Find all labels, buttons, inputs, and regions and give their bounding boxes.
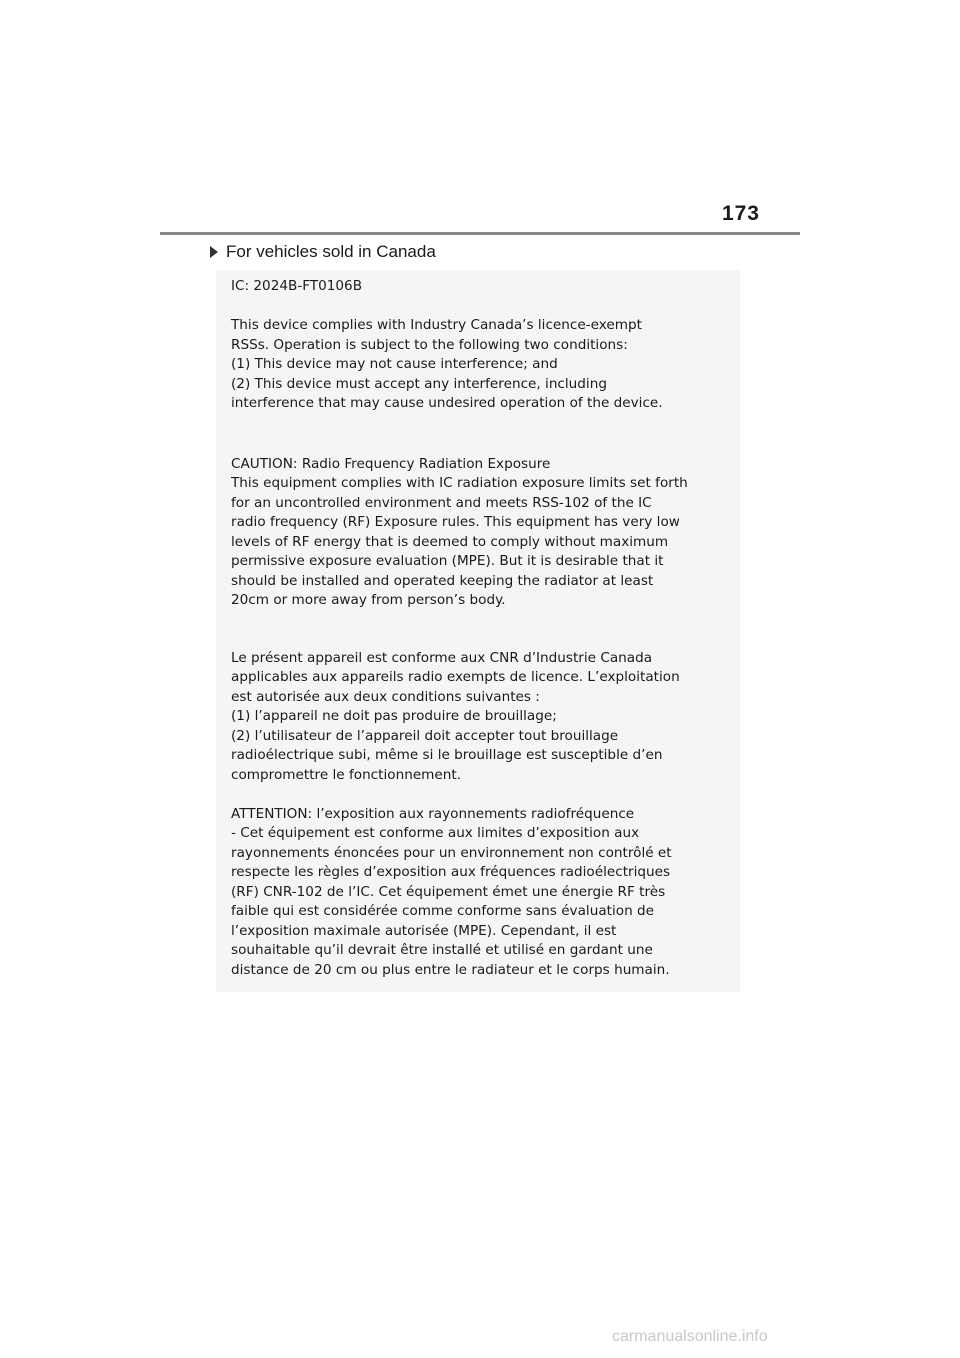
subheading-text: For vehicles sold in Canada xyxy=(226,242,436,261)
header-divider xyxy=(160,232,800,235)
french-rf-attention: ATTENTION: l’exposition aux rayonnements radiofréquence - Cet équipement est conforme aux limites d’exposition aux rayonnements énoncées pour un environnement non contrôlé et respecte les règles d’exposition aux fréquences radioélectriques (RF) CNR-102 de l’IC. Cet équipement émet une énergie RF très faible qui est considérée comme conforme sans évaluation de l’exposition maximale autorisée (MPE). Cependant, il est souhaitable qu’il devrait être installé et utilisé en gardant une distance de 20 cm ou plus entre le radiateur et le corps humain. xyxy=(231,805,672,978)
watermark: carmanualsonline.info xyxy=(612,1328,768,1345)
english-rf-caution: CAUTION: Radio Frequency Radiation Exposure This equipment complies with IC radiation exposure limits set forth for an uncontrolled environment and meets RSS-102 of the IC radio frequency (RF) Exposure rules. This equipment has very low levels of RF energy that is deemed to comply without maximum permissive exposure evaluation (MPE). But it is desirable that it should be installed and operated keeping the radiator at least 20cm or more away from person’s body. xyxy=(231,455,688,608)
page-number: 173 xyxy=(721,202,760,225)
french-compliance-statement: Le présent appareil est conforme aux CNR d’Industrie Canada applicables aux appareils radio exempts de licence. L’exploitation est autorisée aux deux conditions suivantes : (1) l’appareil ne doit pas produire de brouillage; (2) l’utilisateur de l’appareil doit accepter tout brouillage radioélectrique subi, même si le brouillage est susceptible d’en compromettre le fonctionnement. xyxy=(231,649,680,783)
section-subheading xyxy=(210,242,436,262)
ic-identifier: IC: 2024B-FT0106B xyxy=(231,278,363,294)
english-compliance-statement: This device complies with Industry Canada’s licence-exempt RSSs. Operation is subject to the following two conditions: (1) This device may not cause interference; and (2) This device must accept any interference, including interference that may cause undesired operation of the device. xyxy=(231,317,663,411)
triangle-right-icon xyxy=(210,246,218,258)
regulatory-notice-box xyxy=(216,270,740,992)
